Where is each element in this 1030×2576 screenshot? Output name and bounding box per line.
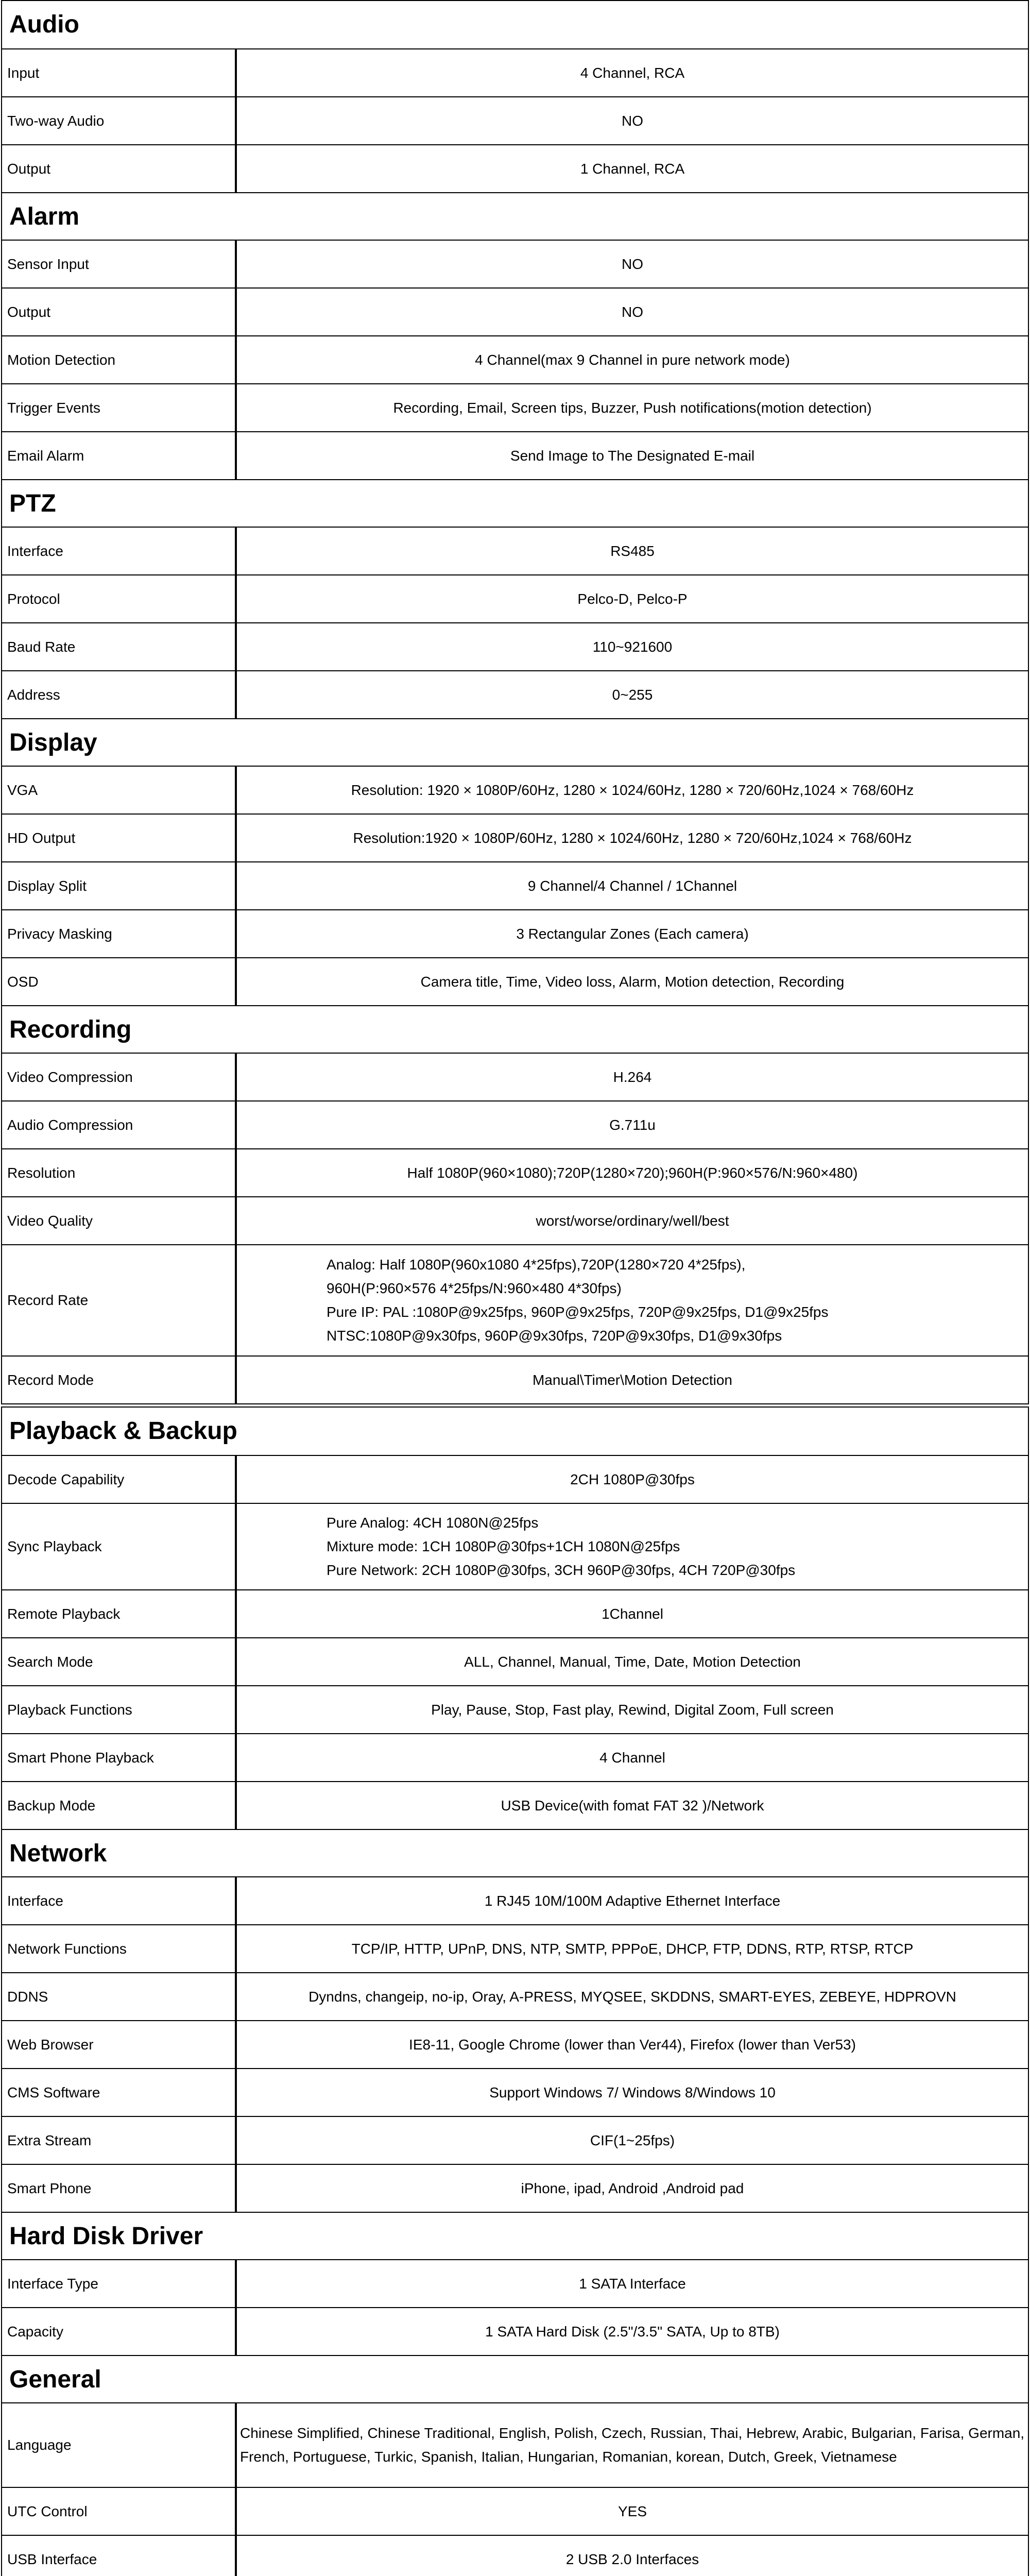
section-title-display: Display xyxy=(2,718,1028,766)
spec-row-record-mode xyxy=(2,1355,1028,1403)
spec-value: 1 Channel, RCA xyxy=(580,160,685,177)
spec-label: Backup Mode xyxy=(2,1782,237,1829)
spec-label: Smart Phone xyxy=(2,2165,237,2212)
spec-label: Interface xyxy=(2,1877,237,1924)
spec-row-privacy-masking xyxy=(2,909,1028,957)
spec-label: Network Functions xyxy=(2,1925,237,1972)
section-title-alarm: Alarm xyxy=(2,192,1028,240)
spec-value xyxy=(237,1245,1028,1355)
spec-label: Record Mode xyxy=(2,1357,237,1403)
spec-label: DDNS xyxy=(2,1973,237,2020)
spec-row-alarm-output xyxy=(2,287,1028,335)
spec-value: 110~921600 xyxy=(592,638,673,655)
spec-value: H.264 xyxy=(613,1069,652,1085)
spec-value: Recording, Email, Screen tips, Buzzer, Push notifications(motion detection) xyxy=(393,399,872,416)
spec-label: Protocol xyxy=(2,575,237,622)
spec-value: USB Device(with fomat FAT 32 )/Network xyxy=(501,1797,764,1814)
spec-value: IE8-11, Google Chrome (lower than Ver44), Firefox (lower than Ver53) xyxy=(409,2036,856,2053)
section-title-ptz: PTZ xyxy=(2,479,1028,527)
spec-row-ddns xyxy=(2,1972,1028,2020)
spec-table-part-1 xyxy=(1,0,1029,1404)
spec-label: Input xyxy=(2,49,237,96)
spec-value: G.711u xyxy=(609,1116,656,1133)
spec-label: Interface Type xyxy=(2,2260,237,2307)
spec-row-audio-input xyxy=(2,48,1028,96)
spec-value: 1 SATA Interface xyxy=(579,2275,686,2292)
spec-value: 9 Channel/4 Channel / 1Channel xyxy=(527,877,737,894)
spec-value: 1 SATA Hard Disk (2.5"/3.5" SATA, Up to 8TB) xyxy=(485,2323,780,2340)
spec-label: OSD xyxy=(2,958,237,1005)
spec-row-extra-stream xyxy=(2,2116,1028,2164)
spec-value: ALL, Channel, Manual, Time, Date, Motion Detection xyxy=(464,1653,801,1670)
spec-label: Decode Capability xyxy=(2,1456,237,1503)
spec-value: 1Channel xyxy=(602,1605,663,1622)
spec-value-line: 960H(P:960×576 4*25fps/N:960×480 4*30fps) xyxy=(327,1280,622,1296)
spec-label: Display Split xyxy=(2,862,237,909)
spec-label: HD Output xyxy=(2,815,237,861)
spec-row-sensor-input xyxy=(2,240,1028,287)
spec-label: Search Mode xyxy=(2,1638,237,1685)
spec-row-email-alarm xyxy=(2,431,1028,479)
spec-label: Baud Rate xyxy=(2,623,237,670)
section-title-playback-backup: Playback & Backup xyxy=(9,1417,237,1445)
spec-table-part-2 xyxy=(1,1406,1029,2576)
spec-row-address xyxy=(2,670,1028,718)
spec-value: TCP/IP, HTTP, UPnP, DNS, NTP, SMTP, PPPoE, DHCP, FTP, DDNS, RTP, RTSP, RTCP xyxy=(351,1940,914,1957)
spec-row-ptz-interface xyxy=(2,527,1028,574)
spec-row-record-rate xyxy=(2,1244,1028,1355)
spec-value: 0~255 xyxy=(612,686,653,703)
spec-row-interface-type xyxy=(2,2259,1028,2307)
spec-row-sync-playback xyxy=(2,1503,1028,1589)
spec-label: Interface xyxy=(2,528,237,574)
spec-value: 4 Channel(max 9 Channel in pure network mode) xyxy=(475,351,790,368)
spec-row-cms-software xyxy=(2,2068,1028,2116)
spec-value: NO xyxy=(622,256,643,272)
spec-row-smart-phone-playback xyxy=(2,1733,1028,1781)
spec-label: Web Browser xyxy=(2,2021,237,2068)
spec-row-vga xyxy=(2,766,1028,814)
spec-value: 4 Channel, RCA xyxy=(580,64,685,81)
spec-label: Address xyxy=(2,671,237,718)
spec-row-trigger-events xyxy=(2,383,1028,431)
spec-row-web-browser xyxy=(2,2020,1028,2068)
spec-row-baud-rate xyxy=(2,622,1028,670)
section-title-network: Network xyxy=(2,1829,1028,1876)
section-title-recording: Recording xyxy=(2,1005,1028,1053)
spec-row-audio-compression xyxy=(2,1100,1028,1148)
spec-row-smart-phone xyxy=(2,2164,1028,2212)
spec-value: 4 Channel xyxy=(599,1749,665,1766)
spec-row-playback-functions xyxy=(2,1685,1028,1733)
spec-label: Video Compression xyxy=(2,1054,237,1100)
spec-value: Camera title, Time, Video loss, Alarm, Motion detection, Recording xyxy=(420,973,845,990)
spec-label: UTC Control xyxy=(2,2488,237,2535)
spec-value xyxy=(237,1504,1028,1589)
spec-value-line: Pure Analog: 4CH 1080N@25fps xyxy=(327,1515,539,1531)
section-title-hard-disk-driver: Hard Disk Driver xyxy=(2,2212,1028,2259)
spec-value: RS485 xyxy=(610,543,655,559)
spec-row-resolution xyxy=(2,1148,1028,1196)
spec-row-two-way-audio xyxy=(2,96,1028,144)
spec-row-protocol xyxy=(2,574,1028,622)
section-title-audio: Audio xyxy=(9,11,79,38)
spec-row-capacity xyxy=(2,2307,1028,2355)
spec-row-motion-detection xyxy=(2,335,1028,383)
spec-label: CMS Software xyxy=(2,2069,237,2116)
spec-row-remote-playback xyxy=(2,1589,1028,1637)
spec-row-hd-output xyxy=(2,814,1028,861)
spec-label: Output xyxy=(2,145,237,192)
spec-value: CIF(1~25fps) xyxy=(590,2132,675,2148)
spec-value: iPhone, ipad, Android ,Android pad xyxy=(521,2180,744,2196)
spec-label: Extra Stream xyxy=(2,2117,237,2164)
spec-label: VGA xyxy=(2,767,237,814)
spec-label: Two-way Audio xyxy=(2,97,237,144)
spec-label: Sync Playback xyxy=(2,1504,237,1589)
spec-row-search-mode xyxy=(2,1637,1028,1685)
section-title-general: General xyxy=(2,2355,1028,2402)
spec-row-video-quality xyxy=(2,1196,1028,1244)
spec-label: Smart Phone Playback xyxy=(2,1734,237,1781)
spec-row-display-split xyxy=(2,861,1028,909)
spec-row-utc-control xyxy=(2,2487,1028,2535)
spec-label: Sensor Input xyxy=(2,241,237,287)
spec-value: NO xyxy=(622,112,643,129)
spec-row-decode-capability xyxy=(2,1455,1028,1503)
spec-value: Pelco-D, Pelco-P xyxy=(577,590,688,607)
spec-label: Remote Playback xyxy=(2,1590,237,1637)
spec-row-network-interface xyxy=(2,1876,1028,1924)
spec-value: Resolution:1920 × 1080P/60Hz, 1280 × 1024/60Hz, 1280 × 720/60Hz,1024 × 768/60Hz xyxy=(353,829,912,846)
spec-row-video-compression xyxy=(2,1053,1028,1100)
spec-value: 2CH 1080P@30fps xyxy=(570,1471,695,1487)
spec-value-line: Pure IP: PAL :1080P@9x25fps, 960P@9x25fps, 720P@9x25fps, D1@9x25fps xyxy=(327,1304,829,1320)
spec-label: Capacity xyxy=(2,2308,237,2355)
spec-value-line: Mixture mode: 1CH 1080P@30fps+1CH 1080N@25fps xyxy=(327,1538,680,1554)
spec-label: Output xyxy=(2,289,237,335)
spec-value: Send Image to The Designated E-mail xyxy=(510,447,755,464)
spec-label: Video Quality xyxy=(2,1197,237,1244)
spec-value: Manual\Timer\Motion Detection xyxy=(532,1371,732,1388)
spec-value: Chinese Simplified, Chinese Traditional, English, Polish, Czech, Russian, Thai, Hebrew, Arabic, Bulgarian, Farisa, German, French, Portuguese, Turkic, Spanish, Italian, Hungarian, Romanian, korean, Dutch, Greek, Vietnamese xyxy=(240,2425,1025,2465)
spec-value: 1 RJ45 10M/100M Adaptive Ethernet Interface xyxy=(484,1892,781,1909)
spec-value: Play, Pause, Stop, Fast play, Rewind, Digital Zoom, Full screen xyxy=(431,1701,834,1718)
spec-value: Dyndns, changeip, no-ip, Oray, A-PRESS, MYQSEE, SKDDNS, SMART-EYES, ZEBEYE, HDPROVN xyxy=(308,1988,956,2005)
spec-value-line: Analog: Half 1080P(960x1080 4*25fps),720P(1280×720 4*25fps), xyxy=(327,1257,746,1273)
spec-label: Privacy Masking xyxy=(2,910,237,957)
spec-row-usb-interface xyxy=(2,2535,1028,2576)
spec-value: 2 USB 2.0 Interfaces xyxy=(565,2551,699,2567)
spec-value: 3 Rectangular Zones (Each camera) xyxy=(516,925,749,942)
spec-label: Email Alarm xyxy=(2,432,237,479)
spec-row-osd xyxy=(2,957,1028,1005)
spec-value: worst/worse/ordinary/well/best xyxy=(536,1212,729,1229)
spec-label: Motion Detection xyxy=(2,336,237,383)
spec-value-line: NTSC:1080P@9x30fps, 960P@9x30fps, 720P@9x30fps, D1@9x30fps xyxy=(327,1328,782,1344)
spec-label: Trigger Events xyxy=(2,384,237,431)
spec-label: USB Interface xyxy=(2,2536,237,2576)
spec-label: Language xyxy=(2,2403,237,2487)
spec-row-language xyxy=(2,2402,1028,2487)
spec-value: Support Windows 7/ Windows 8/Windows 10 xyxy=(489,2084,776,2100)
spec-label: Record Rate xyxy=(2,1245,237,1355)
spec-label: Playback Functions xyxy=(2,1686,237,1733)
spec-row-network-functions xyxy=(2,1924,1028,1972)
spec-row-audio-output xyxy=(2,144,1028,192)
spec-value-line: Pure Network: 2CH 1080P@30fps, 3CH 960P@30fps, 4CH 720P@30fps xyxy=(327,1562,796,1578)
spec-label: Audio Compression xyxy=(2,1101,237,1148)
spec-row-backup-mode xyxy=(2,1781,1028,1829)
spec-value: YES xyxy=(617,2503,647,2519)
spec-value: Half 1080P(960×1080);720P(1280×720);960H(P:960×576/N:960×480) xyxy=(407,1164,858,1181)
spec-value: Resolution: 1920 × 1080P/60Hz, 1280 × 1024/60Hz, 1280 × 720/60Hz,1024 × 768/60Hz xyxy=(351,782,914,798)
spec-label: Resolution xyxy=(2,1149,237,1196)
spec-value: NO xyxy=(622,303,643,320)
